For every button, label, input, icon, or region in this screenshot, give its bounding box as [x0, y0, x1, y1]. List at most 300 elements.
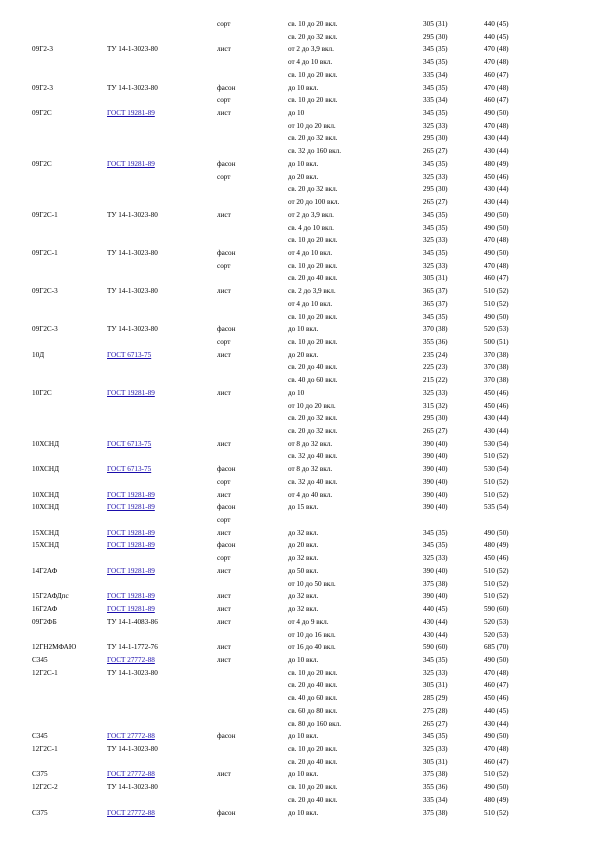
product-cell: фасон: [217, 541, 236, 550]
table-row: [0, 361, 595, 374]
spec-cell: ТУ 14-1-3023-80: [107, 325, 158, 334]
yield_strength-cell: 345 (35): [423, 159, 448, 168]
yield_strength-cell: 325 (33): [423, 261, 448, 270]
product-cell: сорт: [217, 20, 231, 28]
table-row: [0, 222, 595, 235]
table-row: [0, 756, 595, 769]
table-row: [0, 209, 595, 222]
thickness-cell: св. 32 до 160 вкл.: [288, 147, 342, 156]
gost-link[interactable]: ГОСТ 19281-89: [107, 592, 155, 601]
yield_strength-cell: 390 (40): [423, 439, 448, 448]
product-cell: лист: [217, 655, 231, 664]
product-cell: сорт: [217, 96, 231, 105]
tensile_strength-cell: 450 (46): [484, 388, 509, 397]
tensile_strength-cell: 510 (52): [484, 452, 509, 461]
yield_strength-cell: 590 (60): [423, 643, 448, 652]
thickness-cell: св. 2 до 3,9 вкл.: [288, 287, 336, 296]
spec-cell: ТУ 14-1-3023-80: [107, 287, 158, 296]
gost-link[interactable]: ГОСТ 27772-88: [107, 732, 155, 741]
tensile_strength-cell: 470 (48): [484, 121, 509, 130]
yield_strength-cell: 345 (35): [423, 655, 448, 664]
tensile_strength-cell: 450 (46): [484, 554, 509, 563]
table-row: [0, 120, 595, 133]
gost-link[interactable]: ГОСТ 19281-89: [107, 159, 155, 168]
gost-link[interactable]: ГОСТ 6713-75: [107, 350, 152, 359]
grade-cell: 10ХСНД: [32, 503, 59, 512]
yield_strength-cell: 390 (40): [423, 592, 448, 601]
spec-cell: ТУ 14-1-1772-76: [107, 643, 158, 652]
tensile_strength-cell: 510 (52): [484, 287, 509, 296]
table-row: [0, 247, 595, 260]
spec-link-cell[interactable]: [107, 158, 155, 170]
spec-cell: ТУ 14-1-3023-80: [107, 248, 158, 257]
yield_strength-cell: 345 (35): [423, 210, 448, 219]
grade-cell: 10ХСНД: [32, 465, 59, 474]
yield_strength-cell: 355 (36): [423, 337, 448, 346]
product-cell: сорт: [217, 477, 231, 486]
product-cell: фасон: [217, 465, 236, 474]
tensile_strength-cell: 480 (49): [484, 159, 509, 168]
tensile_strength-cell: 370 (38): [484, 376, 509, 385]
gost-link[interactable]: ГОСТ 27772-88: [107, 808, 155, 817]
thickness-cell: от 10 до 16 вкл.: [288, 630, 336, 639]
yield_strength-cell: 235 (24): [423, 350, 448, 359]
thickness-cell: от 4 до 9 вкл.: [288, 617, 329, 626]
yield_strength-cell: 390 (40): [423, 566, 448, 575]
yield_strength-cell: 295 (30): [423, 32, 448, 41]
tensile_strength-cell: 470 (48): [484, 668, 509, 677]
table-row: [0, 412, 595, 425]
yield_strength-cell: 305 (31): [423, 274, 448, 283]
yield_strength-cell: 335 (34): [423, 70, 448, 79]
table-row: [0, 641, 595, 654]
thickness-cell: от 16 до 40 вкл.: [288, 643, 336, 652]
tensile_strength-cell: 470 (48): [484, 83, 509, 92]
thickness-cell: от 2 до 3,9 вкл.: [288, 45, 334, 54]
table-row: [0, 158, 595, 171]
table-row: [0, 552, 595, 565]
tensile_strength-cell: 430 (44): [484, 185, 509, 194]
spec-link-cell[interactable]: [107, 539, 155, 551]
yield_strength-cell: 345 (35): [423, 223, 448, 232]
thickness-cell: св. 20 до 32 вкл.: [288, 414, 338, 423]
table-row: [0, 730, 595, 743]
table-row: [0, 565, 595, 578]
yield_strength-cell: 265 (27): [423, 198, 448, 207]
tensile_strength-cell: 460 (47): [484, 274, 509, 283]
thickness-cell: св. 10 до 20 вкл.: [288, 783, 338, 792]
product-cell: сорт: [217, 554, 231, 563]
spec-link-cell[interactable]: [107, 654, 155, 666]
grade-cell: 10ХСНД: [32, 439, 59, 448]
table-row: [0, 171, 595, 184]
yield_strength-cell: 265 (27): [423, 719, 448, 728]
grade-cell: 12Г2С-1: [32, 744, 58, 753]
table-row: [0, 489, 595, 502]
grade-cell: С375: [32, 808, 48, 817]
thickness-cell: до 32 вкл.: [288, 605, 319, 614]
gost-link[interactable]: ГОСТ 19281-89: [107, 490, 155, 499]
yield_strength-cell: 295 (30): [423, 185, 448, 194]
spec-link-cell[interactable]: [107, 489, 155, 501]
table-row: [0, 272, 595, 285]
grade-cell: 09Г2ФБ: [32, 617, 57, 626]
yield_strength-cell: 265 (27): [423, 147, 448, 156]
yield_strength-cell: 390 (40): [423, 452, 448, 461]
spec-link-cell[interactable]: [107, 501, 155, 513]
tensile_strength-cell: 470 (48): [484, 744, 509, 753]
grade-cell: 09Г2-3: [32, 83, 53, 92]
tensile_strength-cell: 500 (51): [484, 337, 509, 346]
yield_strength-cell: 345 (35): [423, 58, 448, 67]
product-cell: лист: [217, 287, 231, 296]
spec-cell: ТУ 14-1-3023-80: [107, 668, 158, 677]
tensile_strength-cell: 685 (70): [484, 643, 509, 652]
yield_strength-cell: 355 (36): [423, 783, 448, 792]
product-cell: лист: [217, 617, 231, 626]
table-row: [0, 298, 595, 311]
gost-link[interactable]: ГОСТ 27772-88: [107, 770, 155, 779]
table-row: [0, 692, 595, 705]
product-cell: лист: [217, 528, 231, 537]
spec-link-cell[interactable]: [107, 438, 151, 450]
thickness-cell: св. 10 до 20 вкл.: [288, 236, 338, 245]
table-row: [0, 603, 595, 616]
thickness-cell: до 20 вкл.: [288, 172, 319, 181]
product-cell: фасон: [217, 808, 236, 817]
tensile_strength-cell: 460 (47): [484, 757, 509, 766]
tensile_strength-cell: 530 (54): [484, 465, 509, 474]
spec-cell: ТУ 14-1-3023-80: [107, 45, 158, 54]
tensile_strength-cell: 520 (53): [484, 325, 509, 334]
yield_strength-cell: 325 (33): [423, 388, 448, 397]
thickness-cell: св. 32 до 40 вкл.: [288, 452, 338, 461]
product-cell: фасон: [217, 732, 236, 741]
tensile_strength-cell: 590 (60): [484, 605, 509, 614]
thickness-cell: от 2 до 3,9 вкл.: [288, 210, 334, 219]
table-row: [0, 132, 595, 145]
grade-cell: 09Г2С-1: [32, 210, 58, 219]
thickness-cell: до 32 вкл.: [288, 592, 319, 601]
tensile_strength-cell: 470 (48): [484, 261, 509, 270]
tensile_strength-cell: 450 (46): [484, 401, 509, 410]
table-row: [0, 311, 595, 324]
spec-cell: ТУ 14-1-3023-80: [107, 83, 158, 92]
grade-cell: 10Г2С: [32, 388, 52, 397]
yield_strength-cell: 315 (32): [423, 401, 448, 410]
gost-link[interactable]: ГОСТ 19281-89: [107, 605, 155, 614]
yield_strength-cell: 390 (40): [423, 490, 448, 499]
spec-link-cell[interactable]: [107, 768, 155, 780]
product-cell: фасон: [217, 248, 236, 257]
tensile_strength-cell: 430 (44): [484, 147, 509, 156]
grade-cell: 15ХСНД: [32, 541, 59, 550]
product-cell: лист: [217, 566, 231, 575]
yield_strength-cell: 390 (40): [423, 465, 448, 474]
table-row: [0, 590, 595, 603]
tensile_strength-cell: 490 (50): [484, 655, 509, 664]
tensile_strength-cell: 490 (50): [484, 732, 509, 741]
table-row: [0, 514, 595, 527]
table-row: [0, 18, 595, 31]
product-cell: фасон: [217, 83, 236, 92]
tensile_strength-cell: 510 (52): [484, 579, 509, 588]
yield_strength-cell: 295 (30): [423, 414, 448, 423]
yield_strength-cell: 285 (29): [423, 694, 448, 703]
thickness-cell: св. 10 до 20 вкл.: [288, 20, 338, 28]
yield_strength-cell: 325 (33): [423, 668, 448, 677]
product-cell: лист: [217, 109, 231, 118]
table-row: [0, 234, 595, 247]
table-row: [0, 336, 595, 349]
grade-cell: С345: [32, 732, 48, 741]
table-row: [0, 679, 595, 692]
thickness-cell: до 10 вкл.: [288, 732, 319, 741]
product-cell: сорт: [217, 337, 231, 346]
thickness-cell: св. 40 до 60 вкл.: [288, 694, 338, 703]
yield_strength-cell: 430 (44): [423, 617, 448, 626]
spec-link-cell[interactable]: [107, 349, 151, 361]
tensile_strength-cell: 490 (50): [484, 210, 509, 219]
yield_strength-cell: 345 (35): [423, 248, 448, 257]
spec-link-cell[interactable]: [107, 807, 155, 819]
product-cell: лист: [217, 210, 231, 219]
yield_strength-cell: 345 (35): [423, 528, 448, 537]
product-cell: фасон: [217, 325, 236, 334]
product-cell: лист: [217, 439, 231, 448]
table-row: [0, 438, 595, 451]
yield_strength-cell: 440 (45): [423, 605, 448, 614]
table-row: [0, 718, 595, 731]
tensile_strength-cell: 510 (52): [484, 808, 509, 817]
thickness-cell: св. 80 до 160 вкл.: [288, 719, 342, 728]
thickness-cell: от 10 до 20 вкл.: [288, 121, 336, 130]
grade-cell: С345: [32, 655, 48, 664]
thickness-cell: св. 10 до 20 вкл.: [288, 261, 338, 270]
tensile_strength-cell: 440 (45): [484, 32, 509, 41]
product-cell: лист: [217, 45, 231, 54]
table-row: [0, 794, 595, 807]
tensile_strength-cell: 430 (44): [484, 414, 509, 423]
tensile_strength-cell: 510 (52): [484, 490, 509, 499]
yield_strength-cell: 365 (37): [423, 299, 448, 308]
thickness-cell: св. 20 до 40 вкл.: [288, 757, 338, 766]
gost-link[interactable]: ГОСТ 19281-89: [107, 503, 155, 512]
table-row: [0, 387, 595, 400]
tensile_strength-cell: 440 (45): [484, 706, 509, 715]
product-cell: лист: [217, 388, 231, 397]
spec-link-cell[interactable]: [107, 527, 155, 539]
thickness-cell: св. 20 до 32 вкл.: [288, 427, 338, 435]
gost-link[interactable]: ГОСТ 6713-75: [107, 439, 152, 448]
yield_strength-cell: 325 (33): [423, 554, 448, 563]
tensile_strength-cell: 370 (38): [484, 350, 509, 359]
yield_strength-cell: 335 (34): [423, 96, 448, 105]
tensile_strength-cell: 430 (44): [484, 134, 509, 143]
thickness-cell: до 10 вкл.: [288, 325, 319, 334]
table-row: [0, 183, 595, 196]
table-row: [0, 260, 595, 273]
table-row: [0, 654, 595, 667]
table-row: [0, 196, 595, 209]
thickness-cell: св. 10 до 20 вкл.: [288, 70, 338, 79]
yield_strength-cell: 305 (31): [423, 20, 448, 28]
table-row: [0, 107, 595, 120]
tensile_strength-cell: 480 (49): [484, 795, 509, 804]
thickness-cell: св. 4 до 10 вкл.: [288, 223, 334, 232]
product-cell: фасон: [217, 159, 236, 168]
tensile_strength-cell: 430 (44): [484, 719, 509, 728]
grade-cell: 15Г2АФДпс: [32, 592, 69, 601]
spec-link-cell[interactable]: [107, 387, 155, 399]
spec-link-cell[interactable]: [107, 463, 151, 475]
yield_strength-cell: 325 (33): [423, 121, 448, 130]
tensile_strength-cell: 530 (54): [484, 439, 509, 448]
tensile_strength-cell: 510 (52): [484, 477, 509, 486]
spec-cell: ТУ 14-1-3023-80: [107, 783, 158, 792]
grade-cell: 09Г2С: [32, 159, 52, 168]
tensile_strength-cell: 430 (44): [484, 427, 509, 435]
tensile_strength-cell: 520 (53): [484, 617, 509, 626]
thickness-cell: св. 40 до 60 вкл.: [288, 376, 338, 385]
tensile_strength-cell: 490 (50): [484, 248, 509, 257]
tensile_strength-cell: 510 (52): [484, 566, 509, 575]
yield_strength-cell: 295 (30): [423, 134, 448, 143]
table-row: [0, 743, 595, 756]
thickness-cell: до 10 вкл.: [288, 655, 319, 664]
thickness-cell: до 10 вкл.: [288, 83, 319, 92]
table-row: [0, 145, 595, 158]
gost-link[interactable]: ГОСТ 19281-89: [107, 109, 155, 118]
yield_strength-cell: 325 (33): [423, 744, 448, 753]
table-row: [0, 450, 595, 463]
table-row: [0, 349, 595, 362]
tensile_strength-cell: 460 (47): [484, 70, 509, 79]
spec-link-cell[interactable]: [107, 730, 155, 742]
yield_strength-cell: 225 (23): [423, 363, 448, 372]
thickness-cell: до 10 вкл.: [288, 159, 319, 168]
grade-cell: 12Г2С-2: [32, 783, 58, 792]
yield_strength-cell: 375 (38): [423, 770, 448, 779]
table-row: [0, 578, 595, 591]
table-row: [0, 539, 595, 552]
tensile_strength-cell: 460 (47): [484, 681, 509, 690]
gost-link[interactable]: ГОСТ 19281-89: [107, 528, 155, 537]
tensile_strength-cell: 490 (50): [484, 783, 509, 792]
product-cell: лист: [217, 490, 231, 499]
thickness-cell: от 4 до 10 вкл.: [288, 248, 333, 257]
spec-link-cell[interactable]: [107, 565, 155, 577]
tensile_strength-cell: 430 (44): [484, 198, 509, 207]
product-cell: сорт: [217, 172, 231, 181]
yield_strength-cell: 345 (35): [423, 732, 448, 741]
thickness-cell: св. 20 до 40 вкл.: [288, 795, 338, 804]
table-row: [0, 94, 595, 107]
table-row: [0, 781, 595, 794]
spec-link-cell[interactable]: [107, 603, 155, 615]
product-cell: лист: [217, 643, 231, 652]
grade-cell: 14Г2АФ: [32, 566, 58, 575]
yield_strength-cell: 345 (35): [423, 312, 448, 321]
thickness-cell: до 32 вкл.: [288, 528, 319, 537]
table-row: [0, 69, 595, 82]
grade-cell: 12ГН2МФАЮ: [32, 643, 77, 652]
thickness-cell: св. 20 до 32 вкл.: [288, 185, 338, 194]
table-row: [0, 31, 595, 44]
tensile_strength-cell: 535 (54): [484, 503, 509, 512]
tensile_strength-cell: 460 (47): [484, 96, 509, 105]
grade-cell: С375: [32, 770, 48, 779]
thickness-cell: св. 10 до 20 вкл.: [288, 668, 338, 677]
tensile_strength-cell: 490 (50): [484, 223, 509, 232]
yield_strength-cell: 390 (40): [423, 477, 448, 486]
tensile_strength-cell: 510 (52): [484, 770, 509, 779]
spec-link-cell[interactable]: [107, 590, 155, 602]
tensile_strength-cell: 490 (50): [484, 109, 509, 118]
yield_strength-cell: 375 (38): [423, 579, 448, 588]
grade-cell: 10ХСНД: [32, 490, 59, 499]
grade-cell: 15ХСНД: [32, 528, 59, 537]
table-row: [0, 285, 595, 298]
grade-cell: 09Г2С-3: [32, 325, 58, 334]
table-row: [0, 476, 595, 489]
product-cell: лист: [217, 605, 231, 614]
yield_strength-cell: 325 (33): [423, 236, 448, 245]
thickness-cell: до 10 вкл.: [288, 770, 319, 779]
table-row: [0, 807, 595, 820]
thickness-cell: от 4 до 40 вкл.: [288, 490, 333, 499]
tensile_strength-cell: 510 (52): [484, 299, 509, 308]
yield_strength-cell: 325 (33): [423, 172, 448, 181]
yield_strength-cell: 365 (37): [423, 287, 448, 296]
table-row: [0, 374, 595, 387]
gost-link[interactable]: ГОСТ 6713-75: [107, 465, 152, 474]
thickness-cell: от 4 до 10 вкл.: [288, 299, 333, 308]
thickness-cell: св. 10 до 20 вкл.: [288, 744, 338, 753]
gost-link[interactable]: ГОСТ 27772-88: [107, 655, 155, 664]
product-cell: сорт: [217, 261, 231, 270]
thickness-cell: от 8 до 32 вкл.: [288, 439, 333, 448]
thickness-cell: от 20 до 100 вкл.: [288, 198, 340, 207]
table-row: [0, 400, 595, 413]
tensile_strength-cell: 490 (50): [484, 312, 509, 321]
tensile_strength-cell: 510 (52): [484, 592, 509, 601]
grade-cell: 16Г2АФ: [32, 605, 58, 614]
gost-link[interactable]: ГОСТ 19281-89: [107, 566, 155, 575]
product-cell: фасон: [217, 503, 236, 512]
spec-cell: ТУ 14-1-3023-80: [107, 744, 158, 753]
grade-cell: 09Г2-3: [32, 45, 53, 54]
thickness-cell: от 10 до 20 вкл.: [288, 401, 336, 410]
thickness-cell: св. 20 до 40 вкл.: [288, 274, 338, 283]
yield_strength-cell: 375 (38): [423, 808, 448, 817]
tensile_strength-cell: 470 (48): [484, 236, 509, 245]
spec-link-cell[interactable]: [107, 107, 155, 119]
tensile_strength-cell: 470 (48): [484, 58, 509, 67]
thickness-cell: до 32 вкл.: [288, 554, 319, 563]
gost-link[interactable]: ГОСТ 19281-89: [107, 388, 155, 397]
yield_strength-cell: 335 (34): [423, 795, 448, 804]
grade-cell: 10Д: [32, 350, 45, 359]
product-cell: сорт: [217, 516, 231, 525]
thickness-cell: св. 60 до 80 вкл.: [288, 706, 338, 715]
thickness-cell: от 10 до 50 вкл.: [288, 579, 336, 588]
yield_strength-cell: 345 (35): [423, 45, 448, 54]
yield_strength-cell: 305 (31): [423, 681, 448, 690]
gost-link[interactable]: ГОСТ 19281-89: [107, 541, 155, 550]
yield_strength-cell: 345 (35): [423, 541, 448, 550]
product-cell: лист: [217, 770, 231, 779]
